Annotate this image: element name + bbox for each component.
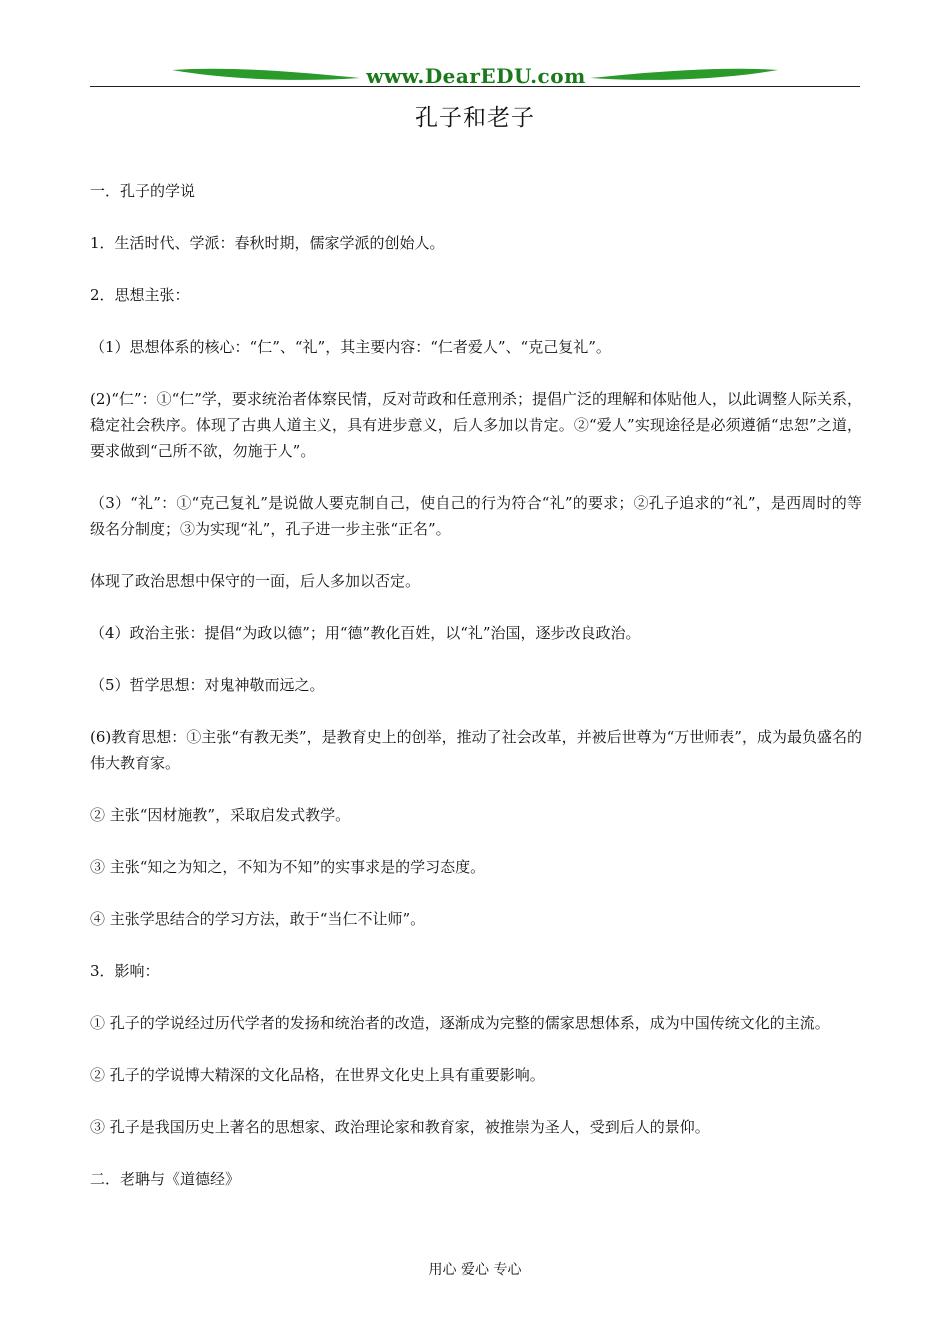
paragraph: ② 孔子的学说博大精深的文化品格，在世界文化史上具有重要影响。 — [90, 1066, 545, 1084]
paragraph: 2．思想主张： — [90, 286, 190, 304]
paragraph: ① 孔子的学说经过历代学者的发扬和统治者的改造，逐渐成为完整的儒家思想体系，成为中国传统文化的主流。 — [90, 1014, 830, 1032]
page-title: 孔子和老子 — [415, 105, 535, 131]
site-header — [0, 58, 950, 98]
site-logo-text: www.DearEDU.com — [366, 64, 586, 88]
paragraph: 1．生活时代、学派：春秋时期，儒家学派的创始人。 — [90, 234, 445, 252]
paragraph: (6)教育思想：①主张“有教无类”，是教育史上的创举，推动了社会改革，并被后世尊为“万世师表”，成为最负盛名的伟大教育家。 — [90, 728, 862, 772]
paragraph: （1）思想体系的核心：“仁”、“礼”，其主要内容：“仁者爱人”、“克己复礼”。 — [90, 338, 611, 356]
header-divider — [90, 86, 860, 87]
paragraph: ② 主张“因材施教”，采取启发式教学。 — [90, 806, 351, 824]
paragraph: ③ 孔子是我国历史上著名的思想家、政治理论家和教育家，被推崇为圣人，受到后人的景仰。 — [90, 1118, 710, 1136]
page-footer: 用心 爱心 专心 — [428, 1262, 522, 1278]
section-heading: 二．老聃与《道德经》 — [90, 1170, 241, 1188]
paragraph: 体现了政治思想中保守的一面，后人多加以否定。 — [90, 572, 421, 590]
paragraph: (2)“仁”：①“仁”学，要求统治者体察民情，反对苛政和任意刑杀；提倡广泛的理解和体贴他人，以此调整人际关系，稳定社会秩序。体现了古典人道主义，具有进步意义，后人多加以肯定。②“爱人”实现途径是必须遵循“忠恕”之道，要求做到“己所不欲，勿施于人”。 — [90, 390, 862, 460]
paragraph: （3）“礼”：①“克己复礼”是说做人要克制自己，使自己的行为符合“礼”的要求；②孔子追求的“礼”，是西周时的等级名分制度；③为实现“礼”，孔子进一步主张“正名”。 — [90, 494, 862, 538]
paragraph: ③ 主张“知之为知之，不知为不知”的实事求是的学习态度。 — [90, 858, 486, 876]
paragraph: （5）哲学思想：对鬼神敬而远之。 — [90, 676, 325, 694]
paragraph: ④ 主张学思结合的学习方法，敢于“当仁不让师”。 — [90, 910, 426, 928]
paragraph: （4）政治主张：提倡“为政以德”；用“德”教化百姓，以“礼”治国，逐步改良政治。 — [90, 624, 641, 642]
section-heading: 一．孔子的学说 — [90, 182, 196, 200]
paragraph: 3．影响： — [90, 962, 160, 980]
document-body — [90, 178, 862, 1218]
